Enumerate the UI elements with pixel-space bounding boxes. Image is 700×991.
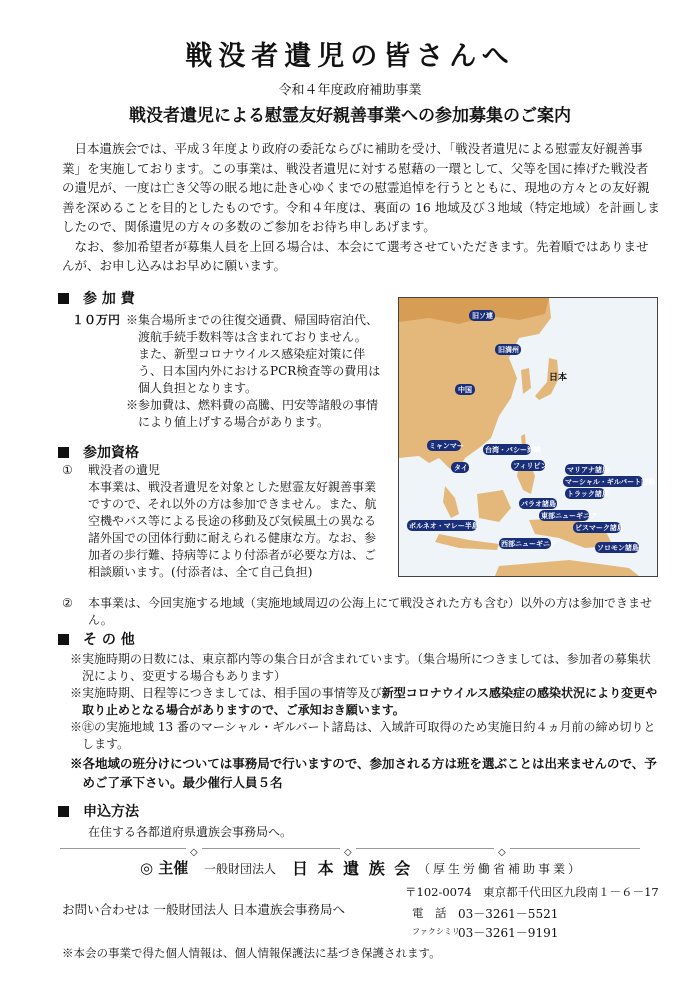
diamond-icon: ◇ <box>186 840 202 859</box>
intro-paragraph-1: 日本遺族会では、平成３年度より政府の委託ならびに補助を受け、「戦没者遺児による慰霊友好親善事業」を実施しております。この事業は、戦没者遺児に対する慰藉の一環として、父等を国に捧げた戦没者の遺児が、一度は亡き父等の眠る地に赴き心ゆくまでの慰霊追悼を行うとともに、現地の方々との友好親善を深めることを目的としたものです。令和４年度は、裏面の 16 地域及び３地域（特定地域）を計画しましたので、関係遺児の方々の多数のご参加をお待ち申しあげます。 <box>62 141 660 234</box>
svg-text:東部ニューギニア: 東部ニューギニア <box>541 512 597 520</box>
fee-note-2: ※参加費は、燃料費の高騰、円安等諸般の事情により値上げする場合があります。 <box>126 398 379 429</box>
org-name: 日 本 遺 族 会 <box>292 859 413 878</box>
other-note-1: ※実施時期の日数には、東京都内等の集合日が含まれています。（集合場所につきましては、参加者の募集状況により、変更する場合もあります） <box>70 652 651 683</box>
fax-number: 03－3261－9191 <box>458 926 559 940</box>
sponsor-mark: ◎ 主催 <box>140 859 189 877</box>
other-bold-note: ※各地域の班分けについては事務局で行いますので、参加される方は班を選ぶことは出来ませんので、予めご了承下さい。最少催行人員５名 <box>70 756 657 790</box>
section-eligibility-heading: 参加資格 <box>58 442 139 462</box>
svg-text:中国: 中国 <box>458 386 472 394</box>
svg-text:西部ニューギニア: 西部ニューギニア <box>501 540 557 548</box>
eligibility-item-1-text: 本事業は、戦没者遺児を対象とした慰霊友好親善事業ですので、それ以外の方は参加できません。また、航空機やバス等による長途の移動及び気候風土の異なる諸外国での団体行動に耐えられる健康な方。なお、参加者の歩行難、持病等により付添者が必要な方は、ご相談願います。(付添者は、全て自己負担) <box>88 480 377 579</box>
org-type: 一般財団法人 <box>204 862 277 876</box>
fee-notes <box>126 312 388 431</box>
eligibility-item-2-text: 本事業は、今回実施する地域（実施地域周辺の公海上にて戦没された方も含む）以外の方は参加できません。 <box>88 596 653 627</box>
svg-text:旧満州: 旧満州 <box>498 346 519 354</box>
apply-text: 在住する各都道府県遺族会事務局へ。 <box>88 825 293 839</box>
svg-text:パラオ諸島: パラオ諸島 <box>521 500 556 508</box>
svg-text:ミャンマー: ミャンマー <box>429 442 464 450</box>
address: 〒102-0074 東京都千代田区九段南１－６－17 <box>405 885 659 899</box>
fee-note-1b: また、新型コロナウイルス感染症対策に伴う、日本国内外におけるPCR検査等の費用は個人負担となります。 <box>138 347 381 395</box>
other-note-3: ※㊟の実施地域 13 番のマーシャル・ギルバート諸島は、入域許可取得のため実施日約４ヵ月前の締め切りとします。 <box>70 720 656 751</box>
svg-text:ビスマーク諸島: ビスマーク諸島 <box>575 524 624 532</box>
intro-paragraph-2: なお、参加希望者が募集人員を上回る場合は、本会にて選考させていただきます。先着順ではありませんが、お申し込みはお早めに願います。 <box>62 238 649 273</box>
section-fee-heading: 参 加 費 <box>58 288 135 308</box>
square-bullet-icon <box>58 806 69 817</box>
org-note: （厚生労働省補助事業） <box>418 862 584 876</box>
svg-text:タイ: タイ <box>454 464 468 472</box>
fee-note-1: ※集合場所までの往復交通費、帰国時宿泊代、渡航手続手数料等は含まれておりません。 <box>126 313 379 344</box>
square-bullet-icon <box>58 634 69 645</box>
fee-amount: １０万円 <box>72 313 121 327</box>
svg-text:台湾・バシー海峡: 台湾・バシー海峡 <box>485 446 541 454</box>
inquiry: お問い合わせは 一般財団法人 日本遺族会事務局へ <box>62 902 345 917</box>
diamond-icon: ◇ <box>494 840 510 859</box>
other-notes <box>70 651 662 753</box>
svg-text:マーシャル・ギルバート諸島: マーシャル・ギルバート諸島 <box>565 478 656 486</box>
section-apply-heading: 申込方法 <box>58 801 139 821</box>
privacy-note: ※本会の事業で得た個人情報は、個人情報保護法に基づき保護されます。 <box>62 946 441 960</box>
svg-text:日本: 日本 <box>549 372 568 382</box>
diamond-icon: ◇ <box>340 840 356 859</box>
eligibility-item-1-label: 戦没者の遺児 <box>88 463 161 477</box>
svg-text:マリアナ諸島: マリアナ諸島 <box>567 466 609 474</box>
svg-text:旧ソ連: 旧ソ連 <box>472 312 493 320</box>
svg-text:フィリピン: フィリピン <box>513 462 548 470</box>
page-title: 戦没者遺児の皆さんへ <box>185 41 515 72</box>
svg-text:ソロモン諸島: ソロモン諸島 <box>597 544 639 552</box>
phone-label: 電 話 <box>412 906 447 920</box>
square-bullet-icon <box>58 293 69 304</box>
fax-label: ファクシミリ <box>412 927 460 936</box>
eligibility-item-2-number: ② <box>62 596 73 610</box>
page-heading: 戦没者遺児による慰霊友好親善事業への参加募集のご案内 <box>129 106 571 126</box>
section-other-heading: そ の 他 <box>58 629 135 649</box>
other-note-2: ※実施時期、日程等につきましては、相手国の事情等及び新型コロナウイルス感染症の感染状況により変更や取り止めとなる場合がありますので、ご承知おき願います。 <box>70 686 658 717</box>
square-bullet-icon <box>58 447 69 458</box>
region-map <box>398 297 658 577</box>
page-subtitle: 令和４年度政府補助事業 <box>278 83 422 98</box>
svg-text:トラック諸島: トラック諸島 <box>567 490 609 498</box>
svg-text:ボルネオ・マレー半島: ボルネオ・マレー半島 <box>409 522 479 530</box>
intro <box>62 139 660 276</box>
eligibility-item-1-number: ① <box>62 463 73 477</box>
phone-number: 03－3261－5521 <box>458 907 559 921</box>
asia-pacific-map <box>399 298 657 576</box>
